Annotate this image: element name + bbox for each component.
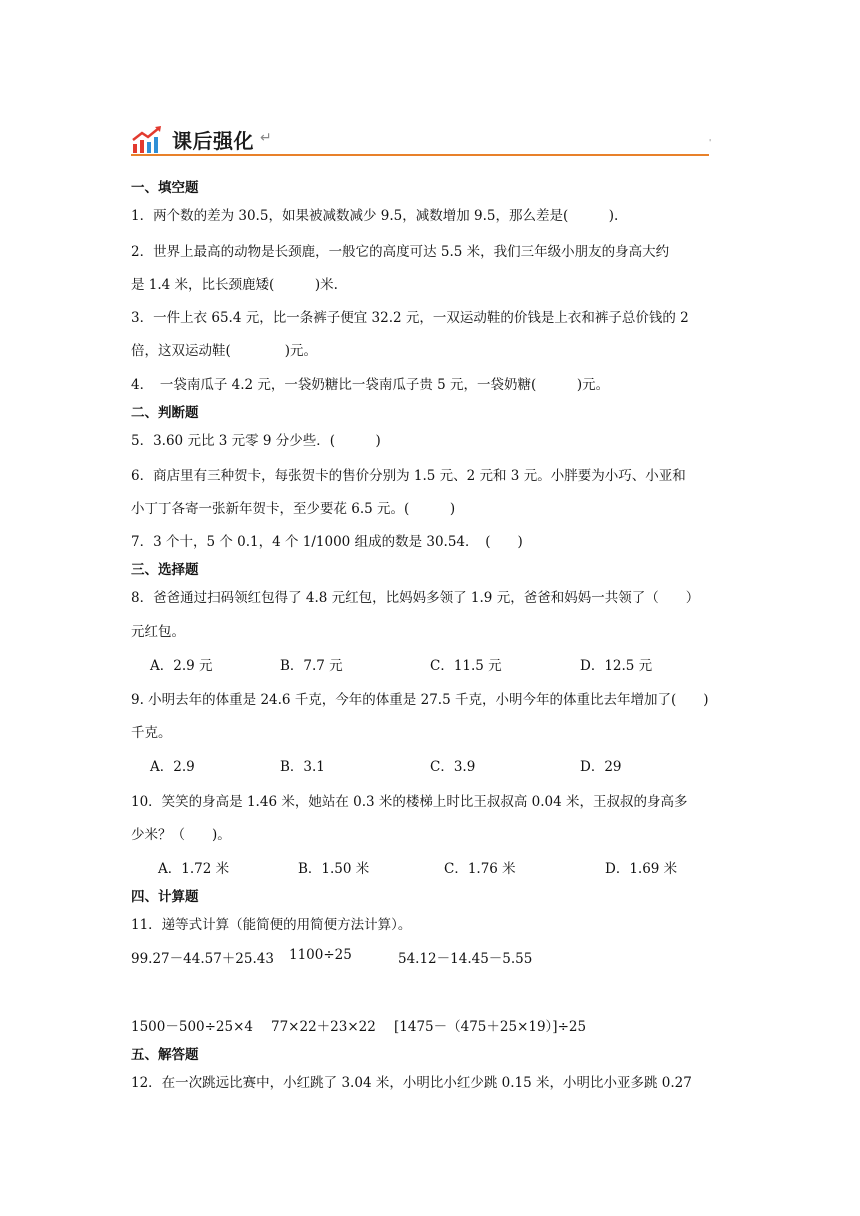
question-12: 12．在一次跳远比赛中，小红跳了 3.04 米，小明比小红少跳 0.15 米，小明比小亚多跳 0.27 bbox=[131, 1075, 692, 1091]
calc-expression-5: 77×22＋23×22 bbox=[271, 1019, 376, 1035]
question-3-line-1: 3．一件上衣 65.4 元，比一条裤子便宜 32.2 元，一双运动鞋的价钱是上衣和裤子总价钱的 2 bbox=[131, 310, 689, 326]
section-title-true-false: 二、判断题 bbox=[131, 405, 199, 421]
question-8-line-2: 元红包。 bbox=[131, 624, 185, 640]
question-9-option-c: C．3.9 bbox=[430, 759, 476, 775]
question-2-line-2: 是 1.4 米，比长颈鹿矮( )米. bbox=[131, 277, 338, 293]
question-9-line-2: 千克。 bbox=[131, 725, 172, 741]
question-4: 4． 一袋南瓜子 4.2 元，一袋奶糖比一袋南瓜子贵 5 元，一袋奶糖( )元。 bbox=[131, 377, 610, 393]
section-title-fill-blank: 一、填空题 bbox=[131, 180, 199, 196]
section-title-choice: 三、选择题 bbox=[131, 562, 199, 578]
calc-expression-3: 54.12－14.45－5.55 bbox=[398, 951, 533, 967]
header-title: 课后强化 bbox=[172, 129, 254, 153]
question-8-option-c: C．11.5 元 bbox=[430, 658, 502, 674]
question-10-option-a: A．1.72 米 bbox=[158, 861, 230, 877]
growth-chart-icon bbox=[131, 125, 163, 155]
question-9-option-b: B．3.1 bbox=[280, 759, 325, 775]
question-9-option-d: D．29 bbox=[580, 759, 622, 775]
section-title-calculation: 四、计算题 bbox=[131, 889, 199, 905]
question-3-line-2: 倍，这双运动鞋( )元。 bbox=[131, 343, 318, 359]
question-5: 5．3.60 元比 3 元零 9 分少些．( ) bbox=[131, 433, 381, 449]
question-2-line-1: 2．世界上最高的动物是长颈鹿，一般它的高度可达 5.5 米，我们三年级小朋友的身高大约 bbox=[131, 244, 670, 260]
question-6-line-1: 6．商店里有三种贺卡，每张贺卡的售价分别为 1.5 元、2 元和 3 元。小胖要为小巧、小亚和 bbox=[131, 468, 686, 484]
question-8-line-1: 8．爸爸通过扫码领红包得了 4.8 元红包，比妈妈多领了 1.9 元，爸爸和妈妈一共领了（ ） bbox=[131, 590, 700, 606]
question-9-line-1: 9. 小明去年的体重是 24.6 千克，今年的体重是 27.5 千克，小明今年的体重比去年增加了( ) bbox=[131, 692, 709, 708]
question-10-line-2: 少米？（ )。 bbox=[131, 827, 231, 843]
edge-mark: ' bbox=[709, 138, 712, 147]
question-8-option-a: A．2.9 元 bbox=[150, 658, 213, 674]
section-header bbox=[128, 122, 710, 158]
header-underline bbox=[131, 154, 709, 156]
calc-expression-2: 1100÷25 bbox=[289, 947, 352, 963]
question-6-line-2: 小丁丁各寄一张新年贺卡，至少要花 6.5 元。( ) bbox=[131, 501, 456, 517]
question-7: 7．3 个十，5 个 0.1，4 个 1/1000 组成的数是 30.54． ( ) bbox=[131, 534, 523, 550]
question-10-option-d: D．1.69 米 bbox=[605, 861, 678, 877]
question-10-option-c: C．1.76 米 bbox=[444, 861, 516, 877]
question-1: 1．两个数的差为 30.5，如果被减数减少 9.5，减数增加 9.5，那么差是( ). bbox=[131, 208, 619, 224]
question-9-option-a: A．2.9 bbox=[150, 759, 195, 775]
question-10-line-1: 10．笑笑的身高是 1.46 米，她站在 0.3 米的楼梯上时比王叔叔高 0.04 米，王叔叔的身高多 bbox=[131, 794, 688, 810]
paragraph-mark: ↵ bbox=[260, 130, 272, 146]
calc-expression-6: [1475－（475＋25×19）]÷25 bbox=[394, 1019, 587, 1035]
question-8-option-d: D．12.5 元 bbox=[580, 658, 653, 674]
question-8-option-b: B．7.7 元 bbox=[280, 658, 343, 674]
question-10-option-b: B．1.50 米 bbox=[298, 861, 370, 877]
section-title-word-problems: 五、解答题 bbox=[131, 1047, 199, 1063]
question-11: 11．递等式计算（能简便的用简便方法计算）。 bbox=[131, 917, 412, 933]
calc-expression-4: 1500－500÷25×4 bbox=[131, 1019, 254, 1035]
calc-expression-1: 99.27－44.57＋25.43 bbox=[131, 951, 274, 967]
